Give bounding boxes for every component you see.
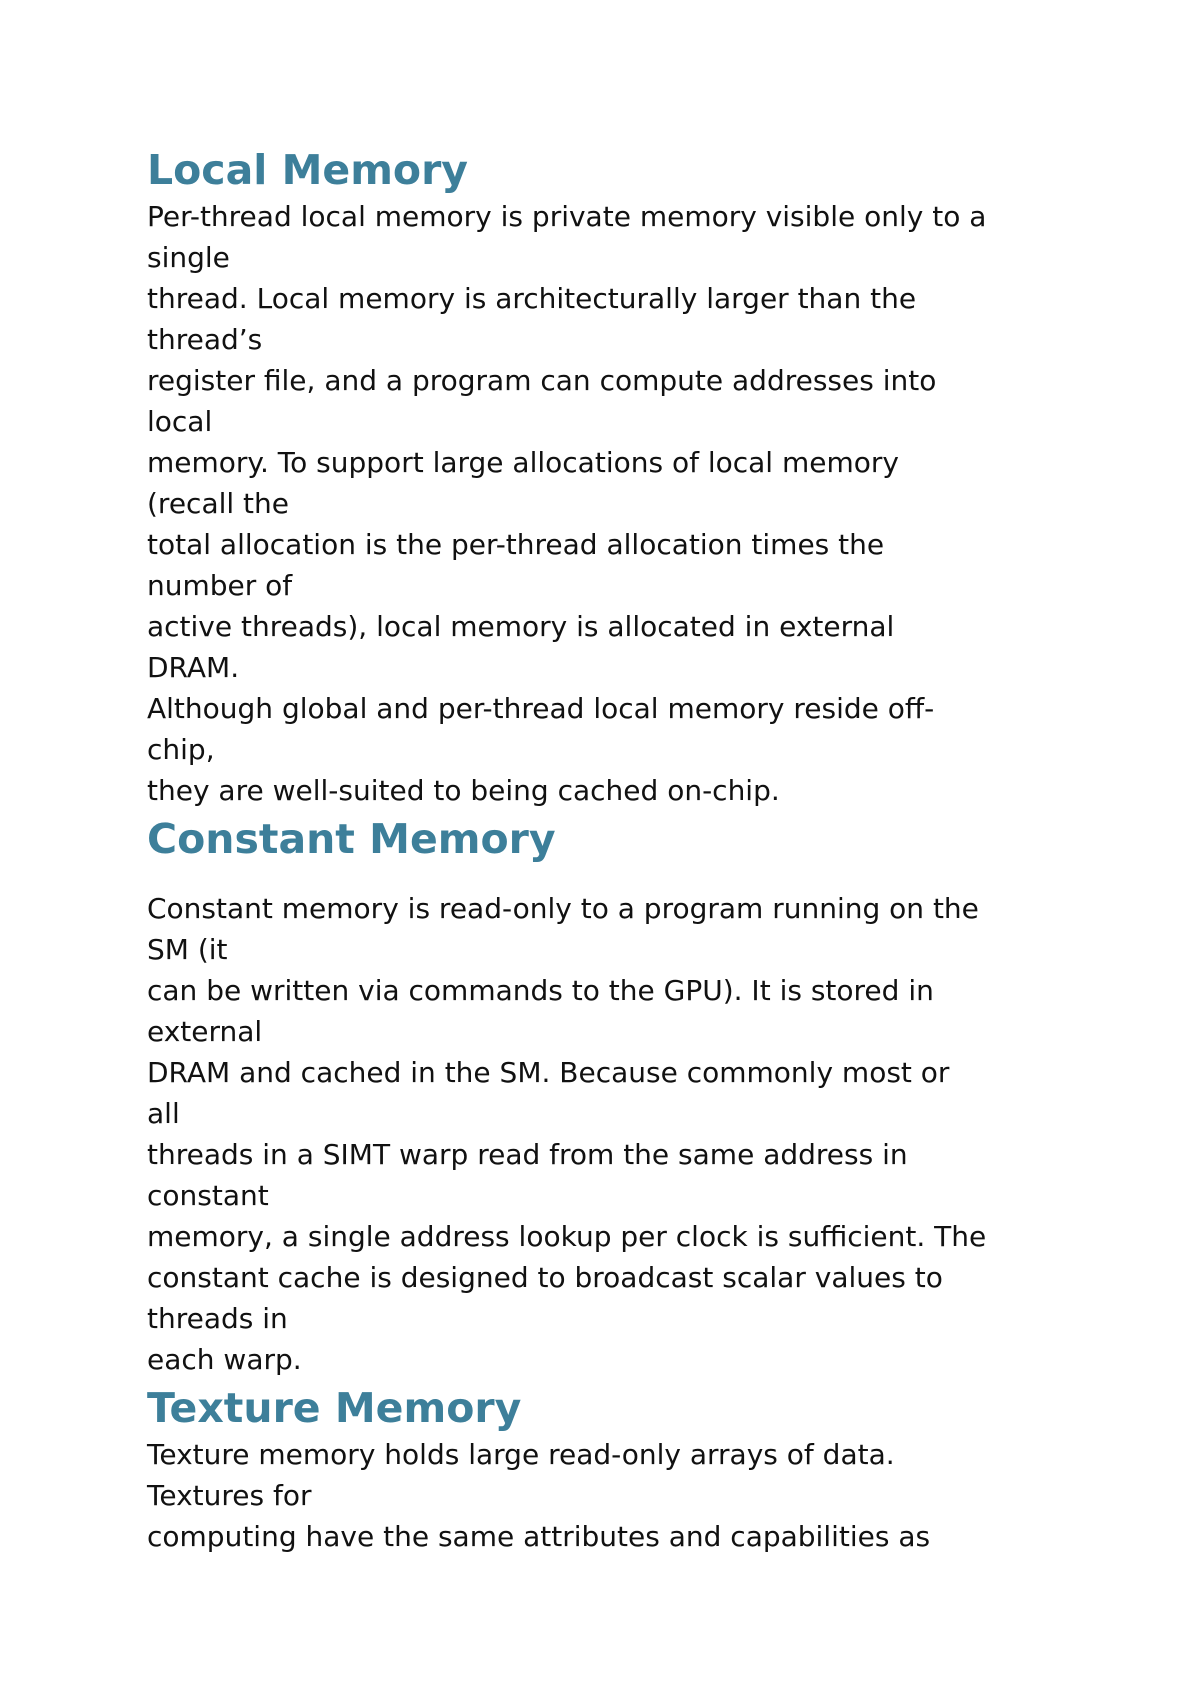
text-line: active threads), local memory is allocated in external (147, 610, 895, 643)
text-line: threads in (147, 1302, 288, 1335)
text-line: DRAM and cached in the SM. Because commonly most or (147, 1056, 950, 1089)
text-line: can be written via commands to the GPU). It is stored in (147, 974, 934, 1007)
text-line: memory, a single address lookup per clock is sufficient. The (147, 1220, 987, 1253)
section-heading-constant-memory: Constant Memory (147, 815, 556, 863)
text-line: constant cache is designed to broadcast scalar values to (147, 1261, 943, 1294)
text-line: register file, and a program can compute addresses into (147, 364, 937, 397)
text-line: single (147, 241, 230, 274)
text-line: all (147, 1097, 180, 1130)
text-line: computing have the same attributes and capabilities as (147, 1520, 931, 1553)
text-line: memory. To support large allocations of local memory (147, 446, 899, 479)
text-line: each warp. (147, 1343, 302, 1376)
text-line: Although global and per-thread local memory reside off- (147, 692, 935, 725)
section-heading-local-memory: Local Memory (147, 146, 469, 194)
text-line: constant (147, 1179, 269, 1212)
text-line: total allocation is the per-thread allocation times the (147, 528, 885, 561)
text-line: thread. Local memory is architecturally larger than the (147, 282, 917, 315)
text-line: DRAM. (147, 651, 240, 684)
text-line: external (147, 1015, 263, 1048)
text-line: Constant memory is read-only to a program running on the (147, 892, 979, 925)
section-heading-texture-memory: Texture Memory (147, 1384, 522, 1432)
text-line: Texture memory holds large read-only arrays of data. (147, 1438, 895, 1471)
text-line: thread’s (147, 323, 263, 356)
text-line: number of (147, 569, 293, 602)
text-line: chip, (147, 733, 215, 766)
text-line: local (147, 405, 213, 438)
text-line: Per-thread local memory is private memory visible only to a (147, 200, 987, 233)
text-line: (recall the (147, 487, 290, 520)
text-line: Textures for (147, 1479, 312, 1512)
text-line: threads in a SIMT warp read from the same address in (147, 1138, 908, 1171)
text-line: they are well-suited to being cached on-chip. (147, 774, 780, 807)
text-line: SM (it (147, 933, 228, 966)
